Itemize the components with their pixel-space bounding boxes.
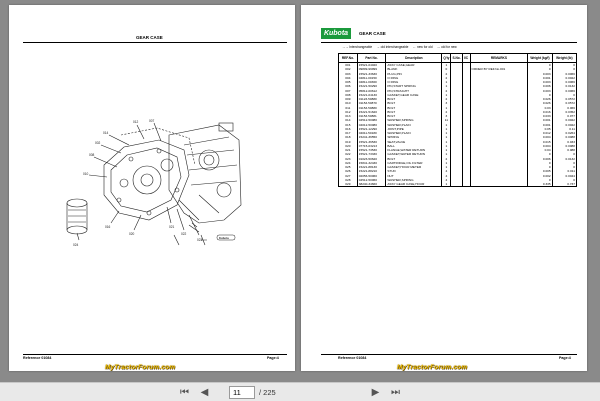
svg-text:022: 022 [181,232,187,236]
right-reference: Reference 01084 [338,356,367,360]
cell-description: GASKET,WATER RETURN [386,152,442,156]
cell-weight-kg: 0 [528,63,552,68]
cell-weight-lb: 0.737 [552,182,576,187]
cell-ref-no: 017 [339,131,358,135]
cell-ref-no: 027 [339,174,358,178]
cell-ref-no: 018 [339,135,358,139]
cell-quantity: 1 [442,165,451,169]
cell-description: BOLT [386,110,442,114]
cell-description: SEAT,VALVE [386,140,442,144]
page-total: / 225 [259,388,276,397]
cell-weight-lb: 0.0572 [552,97,576,101]
cell-weight-kg: 0.001 [528,123,552,127]
cell-description: STUD [386,169,442,173]
left-header-rule [23,42,287,43]
cell-quantity: 2 [442,157,451,161]
cell-ref-no: 029 [339,182,358,187]
cell-ref-no: 019 [339,140,358,144]
cell-part-no: 15241-36550 [357,135,386,139]
cell-ref-no: 011 [339,106,358,110]
cell-ref-no: 012 [339,110,358,114]
parts-table-header [339,54,577,63]
cell-part-no: 15221-50290 [357,84,386,88]
cell-description: CARTRIDGE,OIL FILTER [386,161,442,165]
cell-weight-kg: 0.001 [528,76,552,80]
cell-weight-lb: 0 [552,67,576,71]
left-reference: Reference 01084 [23,356,52,360]
right-watermark-logo: MyTractorForum.com [397,364,468,371]
cell-quantity: 2 [442,76,451,80]
cell-quantity: 4 [442,169,451,173]
cell-description: BOLT [386,97,442,101]
cell-description: WASHER,SPRING [386,178,442,182]
cell-description: BOLT [386,114,442,118]
last-page-icon[interactable]: ⏭ [391,387,400,398]
cell-weight-kg: 0.335 [528,182,552,187]
next-page-icon[interactable]: ▶ [371,387,380,398]
cell-description: ASSY CASE,GEAR [386,63,442,68]
cell-description: BALL [386,144,442,148]
cell-serial-no [451,182,462,187]
cell-weight-kg: 0.006 [528,84,552,88]
col-weight-lb: Weight (lb) [552,54,576,63]
cell-remarks [470,182,528,187]
cell-description: WASHER,PLAIN [386,123,442,127]
cell-part-no: 15521-33630 [357,72,386,76]
cell-ref-no: 010 [339,101,358,105]
cell-description: WASHER,PLAIN [386,131,442,135]
cell-description: GASKET,GEAR CASE [386,93,442,97]
left-watermark-logo: MyTractorForum.com [105,364,176,371]
cell-weight-lb: 0.011 [552,169,576,173]
cell-quantity: 1 [442,127,451,131]
cell-description: PIN,STRAIGHT [386,89,442,93]
table-row [339,182,577,187]
cell-remarks: ORDER BY REF.No.001 [470,67,528,71]
cell-part-no: 05812-00612 [357,89,386,93]
cell-part-no: 01153-50880 [357,106,386,110]
cell-weight-kg: 0.005 [528,169,552,173]
previous-page-icon[interactable]: ◀ [200,387,209,398]
cell-part-no: 02056-50060 [357,174,386,178]
cell-description: PLUG,PIN [386,72,442,76]
cell-weight-lb: 0 [552,63,576,68]
cell-ref-no: 025 [339,165,358,169]
cell-weight-lb: 0.0022 [552,76,576,80]
cell-part-no: 01153-50870 [357,101,386,105]
cell-weight-kg: 0.004 [528,144,552,148]
cell-part-no: 04811-00360 [357,80,386,84]
cell-weight-kg: 0.03 [528,106,552,110]
cell-description: BOLT [386,157,442,161]
cell-part-no: 04512-50060 [357,178,386,182]
svg-text:010: 010 [83,172,89,176]
svg-text:007: 007 [149,119,155,123]
cell-weight-kg: 0.015 [528,140,552,144]
cell-weight-lb: 0.0572 [552,101,576,105]
cell-ref-no: 024 [339,161,358,165]
cell-quantity: 4 [442,178,451,182]
cell-weight-kg: 0.002 [528,174,552,178]
cell-description: BLANK [386,67,442,71]
cell-weight-lb: 0.0022 [552,123,576,127]
cell-weight-kg: 0.003 [528,89,552,93]
cell-quantity: 3 [442,114,451,118]
cell-ic [462,182,470,187]
cell-part-no: 38240-34660 [357,182,386,187]
left-page-number: Page:4 [267,356,279,360]
cell-weight-kg: 0.004 [528,135,552,139]
cell-weight-lb: 0 [552,152,576,156]
cell-ref-no: 007 [339,89,358,93]
right-page-number: Page:4 [559,356,571,360]
cell-ref-no: 026 [339,169,358,173]
cell-part-no: 04811-00150 [357,76,386,80]
cell-part-no: 04012-50080 [357,123,386,127]
cell-ref-no: 013 [339,114,358,118]
cell-quantity: 3 [442,101,451,105]
cell-ref-no: 009 [339,97,358,101]
cell-weight-lb: 0.077 [552,114,576,118]
cell-description: O RING [386,80,442,84]
cell-ref-no: 008 [339,93,358,97]
svg-text:012: 012 [133,120,139,124]
cell-description: JOINT,PIPE [386,127,442,131]
cell-weight-kg: 0.026 [528,97,552,101]
cell-weight-kg: 0 [528,67,552,71]
right-page [301,5,587,371]
cell-part-no: 15221-51620 [357,110,386,114]
right-footer-rule [321,354,577,355]
cell-part-no: 15521-73530 [357,148,386,152]
cell-description: BOLT [386,101,442,105]
svg-text:021: 021 [169,225,175,229]
cell-description: ASSY GEAR CASE,HOUR [386,182,442,187]
svg-text:020: 020 [129,232,135,236]
cell-description: O RING [386,76,442,80]
right-header-rule [321,42,577,43]
cell-weight-lb: 0.0088 [552,144,576,148]
parts-table [338,53,577,187]
legend-item: ↔ old for new [437,45,457,49]
svg-text:016: 016 [105,225,111,229]
cell-quantity: 2 [442,72,451,76]
cell-quantity: 1 [442,93,451,97]
page-number-input[interactable]: 11 [229,386,255,399]
cell-weight-kg: 0.016 [528,110,552,114]
legend-item: →→ Interchangeable [342,45,373,49]
cell-part-no: 04011-50180 [357,131,386,135]
cell-part-no: 01153-50881 [357,114,386,118]
col-description: Description [386,54,442,63]
cell-weight-kg: 0.05 [528,127,552,131]
col-serial-no: S.No. [451,54,462,63]
svg-text:008: 008 [89,153,95,157]
cell-description: SPRING [386,135,442,139]
cell-part-no: 07715-03213 [357,144,386,148]
cell-part-no: 15521-12290 [357,127,386,131]
cell-ref-no: 020 [339,144,358,148]
cell-weight-lb: 0.0022 [552,118,576,122]
cell-quantity: 1 [442,131,451,135]
cell-weight-kg: 0 [528,152,552,156]
cell-ref-no: 003 [339,72,358,76]
cell-part-no: 15841-32430 [357,161,386,165]
cell-ref-no: 015 [339,123,358,127]
cell-quantity: 1 [442,63,451,68]
cell-weight-lb: 0 [552,161,576,165]
cell-weight-kg: 0.001 [528,118,552,122]
cell-weight-lb: 0.0352 [552,110,576,114]
cell-weight-lb: 0 [552,165,576,169]
cell-quantity: 1 [442,148,451,152]
cell-weight-kg: 0.04 [528,148,552,152]
cell-quantity: 1 [442,152,451,156]
cell-part-no: 15221-04130 [357,93,386,97]
legend-item: ← new for old [412,45,433,49]
cell-weight-kg: 0.003 [528,72,552,76]
cell-description: BOLT [386,106,442,110]
svg-text:002: 002 [95,141,101,145]
cell-part-no: 15521-04020 [357,63,386,68]
cell-quantity: 0 [442,67,451,71]
cell-weight-lb: 0 [552,178,576,182]
cell-quantity: 2 [442,89,451,93]
cell-weight-kg: 0.012 [528,131,552,135]
left-footer-rule [23,354,287,355]
cell-weight-lb: 0.066 [552,106,576,110]
interchange-legend [342,45,457,49]
col-ref-no: REF.No. [339,54,358,63]
cell-quantity: 2 [442,97,451,101]
col-weight-kg: Weight (kg/f) [528,54,552,63]
cell-part-no: 04512-50080 [357,118,386,122]
cell-weight-lb: 0.0044 [552,174,576,178]
cell-description: FLANGE,WATER RETURN [386,148,442,152]
cell-weight-lb: 0.088 [552,148,576,152]
cell-weight-lb: 0.0132 [552,157,576,161]
cell-quantity: 1 [442,140,451,144]
cell-weight-lb: 0.0264 [552,131,576,135]
cell-quantity: 1 [442,106,451,110]
page-navigation-toolbar [0,382,600,401]
cell-description: NUT [386,174,442,178]
cell-weight-lb: 0.0066 [552,80,576,84]
col-part-no: Part No. [357,54,386,63]
col-ic: I/C [462,54,470,63]
cell-ref-no: 028 [339,178,358,182]
cell-quantity: 1 [442,135,451,139]
cell-ref-no: 022 [339,152,358,156]
cell-ref-no: 004 [339,76,358,80]
col-remarks: REMARKS [470,54,528,63]
cell-part-no: 15221-88130 [357,165,386,169]
cell-weight-kg: 0 [528,165,552,169]
cell-part-no: 15521-36530 [357,140,386,144]
cell-part-no: 09809-99999 [357,67,386,71]
kubota-logo: Kubota [321,28,351,39]
cell-quantity: 2 [442,110,451,114]
cell-ref-no: 002 [339,67,358,71]
cell-weight-kg: 0 [528,93,552,97]
left-page-title: GEAR CASE [136,35,163,40]
cell-weight-kg: 0.026 [528,101,552,105]
cell-weight-kg: 0.006 [528,157,552,161]
parts-table-body [339,63,577,187]
cell-ref-no: 014 [339,118,358,122]
gear-case-exploded-diagram [49,95,249,255]
cell-ref-no: 001 [339,63,358,68]
left-page [9,5,295,371]
cell-weight-lb: 0.033 [552,140,576,144]
cell-weight-lb: 0 [552,93,576,97]
svg-text:024: 024 [73,243,79,247]
cell-part-no: 01023-50620 [357,157,386,161]
cell-part-no: 01123-50880 [357,97,386,101]
cell-quantity: 4 [442,174,451,178]
svg-text:023: 023 [197,238,203,242]
right-page-title: GEAR CASE [359,31,386,36]
cell-ref-no: 016 [339,127,358,131]
col-quantity: Q'ty [442,54,451,63]
cell-quantity: 1 [442,80,451,84]
cell-weight-kg: 0.033 [528,114,552,118]
cell-description: WASHER,SPRING [386,118,442,122]
cell-weight-lb: 0.0066 [552,72,576,76]
cell-weight-kg: 0 [528,161,552,165]
cell-quantity: 1 [442,182,451,187]
cell-description: PIN,START SPRING [386,84,442,88]
legend-item: → old interchangeable [376,45,409,49]
cell-quantity: 1 [442,144,451,148]
cell-quantity: 1 [442,123,451,127]
cell-weight-kg: 0.003 [528,80,552,84]
cell-weight-lb: 0.0066 [552,89,576,93]
cell-weight-lb: 0.11 [552,127,576,131]
first-page-icon[interactable]: ⏮ [180,387,189,398]
cell-part-no: 15221-88210 [357,169,386,173]
cell-weight-kg: 0 [528,178,552,182]
cell-quantity: 11 [442,118,451,122]
cell-ref-no: 023 [339,157,358,161]
cell-ref-no: 021 [339,148,358,152]
cell-quantity: 1 [442,161,451,165]
cell-part-no: 15521-73330 [357,152,386,156]
cell-description: GASKET,HOUR METER [386,165,442,169]
svg-text:Kubota: Kubota [219,235,229,240]
svg-text:014: 014 [103,131,109,135]
cell-ref-no: 005 [339,80,358,84]
cell-ref-no: 006 [339,84,358,88]
cell-weight-lb: 0.0088 [552,135,576,139]
cell-weight-lb: 0.0132 [552,84,576,88]
cell-quantity: 1 [442,84,451,88]
